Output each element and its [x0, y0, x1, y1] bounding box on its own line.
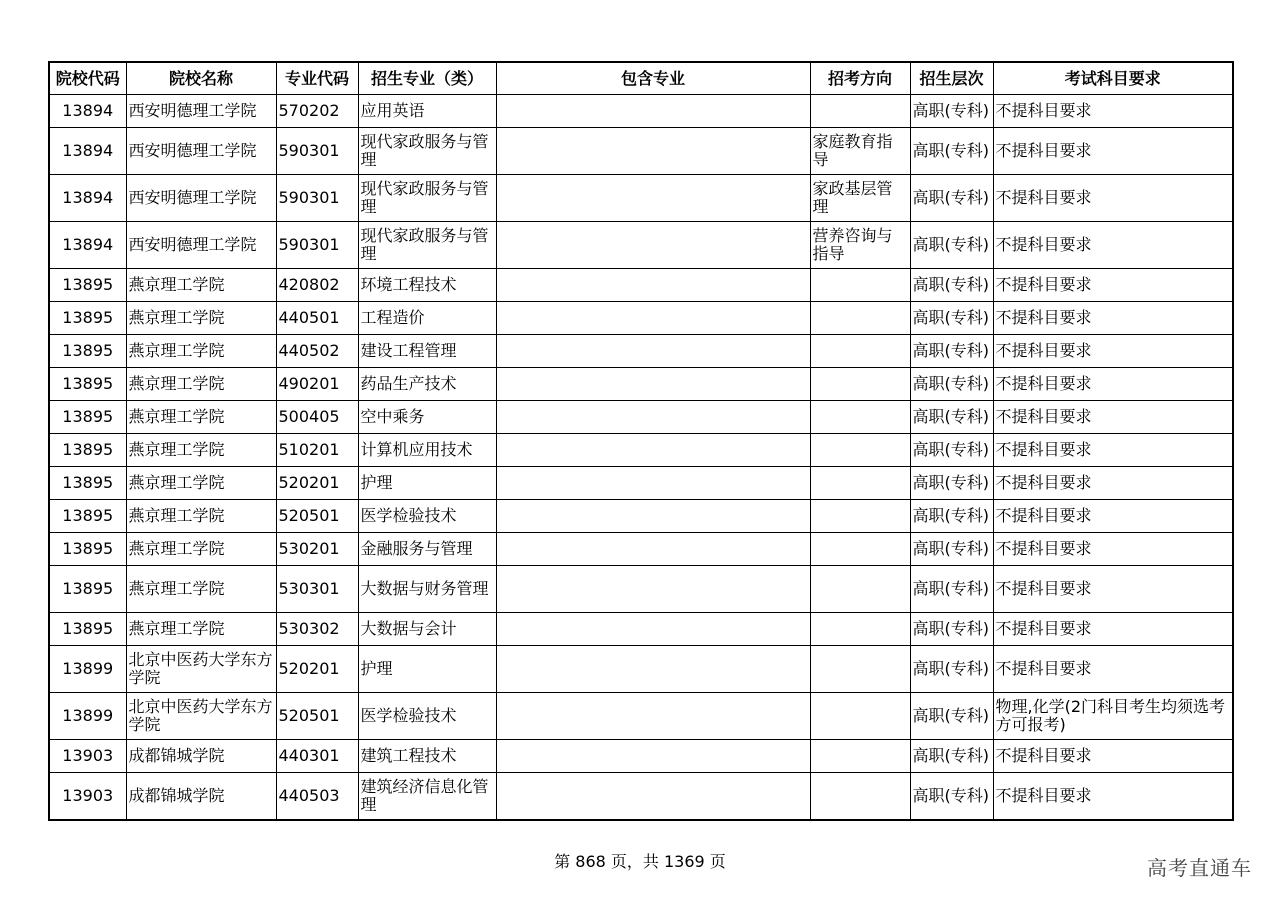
cell-level: 高职(专科): [910, 302, 993, 335]
cell-included-majors: [496, 566, 810, 613]
cell-school-code: 13895: [49, 401, 126, 434]
cell-major: 空中乘务: [358, 401, 496, 434]
cell-direction: [810, 95, 910, 128]
cell-level: 高职(专科): [910, 533, 993, 566]
header-direction: 招考方向: [810, 62, 910, 95]
cell-major-code: 520201: [276, 467, 358, 500]
cell-major: 建筑工程技术: [358, 740, 496, 773]
table-row: [49, 128, 1233, 175]
cell-level: 高职(专科): [910, 566, 993, 613]
cell-school-code: 13899: [49, 693, 126, 740]
table-row: [49, 175, 1233, 222]
cell-level: 高职(专科): [910, 500, 993, 533]
cell-direction: [810, 335, 910, 368]
cell-school-code: 13895: [49, 269, 126, 302]
cell-school-code: 13895: [49, 335, 126, 368]
cell-school-code: 13895: [49, 368, 126, 401]
cell-subject-requirements: 不提科目要求: [993, 533, 1233, 566]
cell-school-code: 13894: [49, 175, 126, 222]
cell-major: 医学检验技术: [358, 500, 496, 533]
cell-subject-requirements: 物理,化学(2门科目考生均须选考方可报考): [993, 693, 1233, 740]
cell-level: 高职(专科): [910, 740, 993, 773]
cell-included-majors: [496, 533, 810, 566]
cell-school-code: 13895: [49, 613, 126, 646]
cell-included-majors: [496, 175, 810, 222]
cell-school-name: 燕京理工学院: [126, 500, 276, 533]
cell-direction: 家政基层管理: [810, 175, 910, 222]
cell-subject-requirements: 不提科目要求: [993, 740, 1233, 773]
cell-included-majors: [496, 646, 810, 693]
cell-subject-requirements: 不提科目要求: [993, 335, 1233, 368]
cell-subject-requirements: 不提科目要求: [993, 95, 1233, 128]
cell-school-code: 13903: [49, 740, 126, 773]
cell-major: 现代家政服务与管理: [358, 175, 496, 222]
cell-included-majors: [496, 434, 810, 467]
cell-school-code: 13899: [49, 646, 126, 693]
cell-major: 现代家政服务与管理: [358, 128, 496, 175]
cell-direction: [810, 401, 910, 434]
cell-major: 大数据与财务管理: [358, 566, 496, 613]
cell-major-code: 440502: [276, 335, 358, 368]
cell-level: 高职(专科): [910, 401, 993, 434]
cell-school-name: 燕京理工学院: [126, 368, 276, 401]
table-row: [49, 335, 1233, 368]
cell-direction: [810, 740, 910, 773]
cell-major: 应用英语: [358, 95, 496, 128]
cell-subject-requirements: 不提科目要求: [993, 434, 1233, 467]
cell-included-majors: [496, 401, 810, 434]
cell-major: 护理: [358, 467, 496, 500]
cell-level: 高职(专科): [910, 693, 993, 740]
cell-major-code: 570202: [276, 95, 358, 128]
cell-direction: 家庭教育指导: [810, 128, 910, 175]
cell-level: 高职(专科): [910, 613, 993, 646]
table-row: [49, 401, 1233, 434]
cell-major: 护理: [358, 646, 496, 693]
cell-subject-requirements: 不提科目要求: [993, 773, 1233, 820]
cell-major: 工程造价: [358, 302, 496, 335]
table-row: [49, 500, 1233, 533]
table-row: [49, 773, 1233, 820]
cell-major-code: 520201: [276, 646, 358, 693]
cell-school-code: 13894: [49, 95, 126, 128]
cell-school-name: 西安明德理工学院: [126, 175, 276, 222]
cell-subject-requirements: 不提科目要求: [993, 269, 1233, 302]
cell-subject-requirements: 不提科目要求: [993, 175, 1233, 222]
cell-level: 高职(专科): [910, 646, 993, 693]
cell-school-name: 燕京理工学院: [126, 335, 276, 368]
admissions-table: [48, 61, 1234, 821]
cell-school-code: 13894: [49, 222, 126, 269]
table-row: [49, 566, 1233, 613]
table-row: [49, 613, 1233, 646]
cell-school-code: 13895: [49, 467, 126, 500]
cell-school-name: 燕京理工学院: [126, 566, 276, 613]
cell-major-code: 490201: [276, 368, 358, 401]
table-row: [49, 222, 1233, 269]
cell-level: 高职(专科): [910, 175, 993, 222]
header-school-name: 院校名称: [126, 62, 276, 95]
cell-school-name: 燕京理工学院: [126, 613, 276, 646]
cell-major-code: 420802: [276, 269, 358, 302]
cell-school-name: 西安明德理工学院: [126, 128, 276, 175]
cell-school-name: 北京中医药大学东方学院: [126, 693, 276, 740]
cell-included-majors: [496, 740, 810, 773]
cell-direction: [810, 613, 910, 646]
cell-major-code: 440503: [276, 773, 358, 820]
cell-subject-requirements: 不提科目要求: [993, 613, 1233, 646]
cell-level: 高职(专科): [910, 773, 993, 820]
cell-school-code: 13895: [49, 500, 126, 533]
cell-school-code: 13895: [49, 533, 126, 566]
cell-school-name: 西安明德理工学院: [126, 95, 276, 128]
cell-major: 药品生产技术: [358, 368, 496, 401]
cell-school-code: 13903: [49, 773, 126, 820]
cell-major-code: 590301: [276, 222, 358, 269]
cell-major-code: 530201: [276, 533, 358, 566]
cell-school-code: 13895: [49, 302, 126, 335]
cell-major: 医学检验技术: [358, 693, 496, 740]
cell-major-code: 440301: [276, 740, 358, 773]
cell-school-name: 成都锦城学院: [126, 740, 276, 773]
cell-major: 大数据与会计: [358, 613, 496, 646]
cell-major-code: 590301: [276, 175, 358, 222]
table-header-row: [49, 62, 1233, 95]
page-number: 第 868 页，共 1369 页: [554, 852, 726, 871]
table-row: [49, 434, 1233, 467]
cell-direction: [810, 693, 910, 740]
table-body: [49, 95, 1233, 820]
cell-major-code: 520501: [276, 500, 358, 533]
cell-level: 高职(专科): [910, 95, 993, 128]
header-major-code: 专业代码: [276, 62, 358, 95]
table-row: [49, 302, 1233, 335]
cell-subject-requirements: 不提科目要求: [993, 467, 1233, 500]
cell-major-code: 520501: [276, 693, 358, 740]
cell-direction: [810, 646, 910, 693]
cell-major-code: 590301: [276, 128, 358, 175]
cell-subject-requirements: 不提科目要求: [993, 566, 1233, 613]
cell-included-majors: [496, 335, 810, 368]
cell-level: 高职(专科): [910, 368, 993, 401]
cell-included-majors: [496, 302, 810, 335]
cell-direction: [810, 269, 910, 302]
cell-major: 建筑经济信息化管理: [358, 773, 496, 820]
header-included-majors: 包含专业: [496, 62, 810, 95]
cell-school-code: 13895: [49, 434, 126, 467]
table-row: [49, 693, 1233, 740]
cell-major: 环境工程技术: [358, 269, 496, 302]
cell-subject-requirements: 不提科目要求: [993, 222, 1233, 269]
cell-direction: [810, 566, 910, 613]
cell-included-majors: [496, 368, 810, 401]
cell-included-majors: [496, 773, 810, 820]
cell-direction: [810, 773, 910, 820]
cell-school-name: 成都锦城学院: [126, 773, 276, 820]
cell-included-majors: [496, 613, 810, 646]
cell-included-majors: [496, 222, 810, 269]
watermark-logo-text: 高考直通车: [1147, 856, 1252, 880]
cell-school-name: 燕京理工学院: [126, 302, 276, 335]
cell-subject-requirements: 不提科目要求: [993, 128, 1233, 175]
table-row: [49, 269, 1233, 302]
cell-subject-requirements: 不提科目要求: [993, 500, 1233, 533]
cell-direction: [810, 302, 910, 335]
cell-major-code: 530301: [276, 566, 358, 613]
cell-subject-requirements: 不提科目要求: [993, 401, 1233, 434]
cell-major: 金融服务与管理: [358, 533, 496, 566]
header-subject-requirements: 考试科目要求: [993, 62, 1233, 95]
cell-major: 计算机应用技术: [358, 434, 496, 467]
cell-level: 高职(专科): [910, 269, 993, 302]
header-school-code: 院校代码: [49, 62, 126, 95]
cell-direction: 营养咨询与指导: [810, 222, 910, 269]
cell-direction: [810, 467, 910, 500]
cell-level: 高职(专科): [910, 467, 993, 500]
table-row: [49, 740, 1233, 773]
cell-direction: [810, 368, 910, 401]
cell-included-majors: [496, 269, 810, 302]
table-row: [49, 368, 1233, 401]
cell-subject-requirements: 不提科目要求: [993, 368, 1233, 401]
table-row: [49, 646, 1233, 693]
table-row: [49, 95, 1233, 128]
cell-major: 现代家政服务与管理: [358, 222, 496, 269]
cell-included-majors: [496, 128, 810, 175]
cell-school-name: 燕京理工学院: [126, 467, 276, 500]
cell-subject-requirements: 不提科目要求: [993, 646, 1233, 693]
cell-direction: [810, 533, 910, 566]
cell-major-code: 440501: [276, 302, 358, 335]
cell-included-majors: [496, 467, 810, 500]
cell-school-code: 13894: [49, 128, 126, 175]
cell-school-name: 西安明德理工学院: [126, 222, 276, 269]
cell-level: 高职(专科): [910, 335, 993, 368]
cell-subject-requirements: 不提科目要求: [993, 302, 1233, 335]
cell-included-majors: [496, 500, 810, 533]
table-row: [49, 533, 1233, 566]
cell-school-name: 燕京理工学院: [126, 434, 276, 467]
cell-school-name: 燕京理工学院: [126, 269, 276, 302]
cell-school-name: 燕京理工学院: [126, 401, 276, 434]
cell-major-code: 510201: [276, 434, 358, 467]
cell-level: 高职(专科): [910, 128, 993, 175]
table-row: [49, 467, 1233, 500]
cell-level: 高职(专科): [910, 222, 993, 269]
header-level: 招生层次: [910, 62, 993, 95]
cell-major-code: 500405: [276, 401, 358, 434]
cell-school-code: 13895: [49, 566, 126, 613]
header-major: 招生专业（类）: [358, 62, 496, 95]
cell-major: 建设工程管理: [358, 335, 496, 368]
cell-major-code: 530302: [276, 613, 358, 646]
cell-included-majors: [496, 693, 810, 740]
cell-included-majors: [496, 95, 810, 128]
cell-school-name: 燕京理工学院: [126, 533, 276, 566]
cell-direction: [810, 500, 910, 533]
cell-level: 高职(专科): [910, 434, 993, 467]
cell-school-name: 北京中医药大学东方学院: [126, 646, 276, 693]
cell-direction: [810, 434, 910, 467]
